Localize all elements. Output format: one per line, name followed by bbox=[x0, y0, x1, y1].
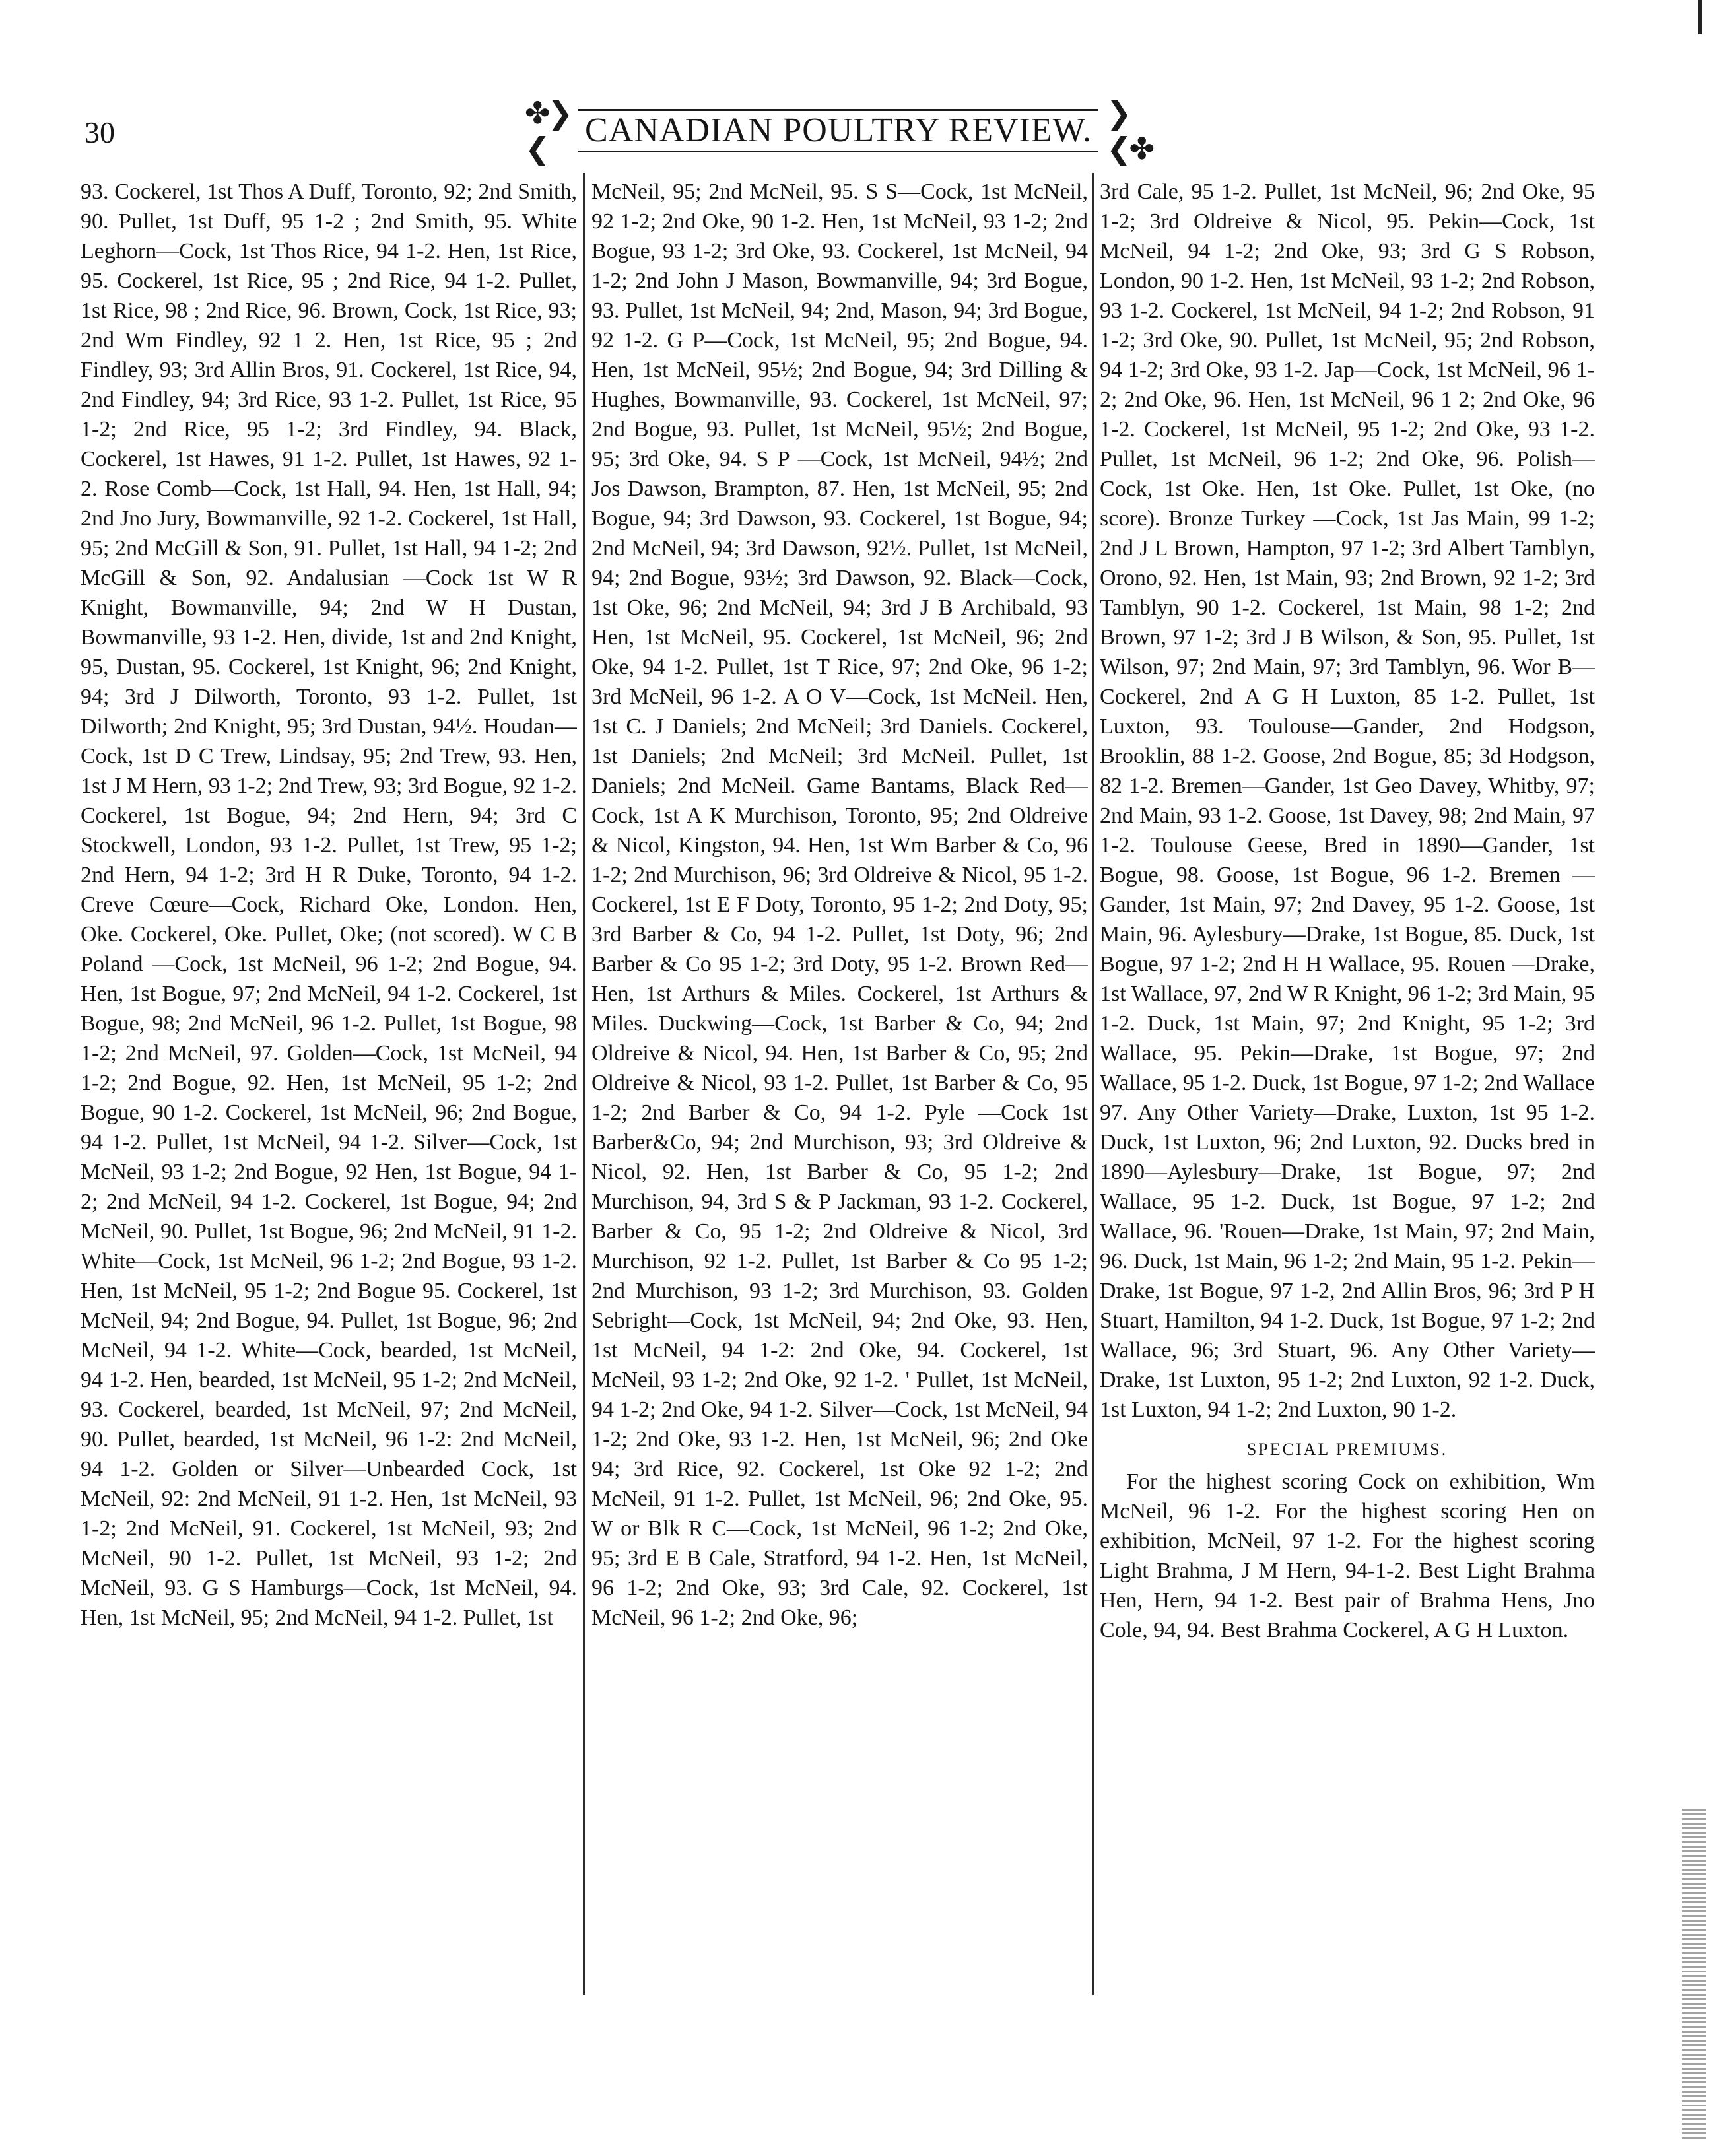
scan-edge-marks bbox=[1679, 0, 1706, 2156]
masthead bbox=[524, 96, 1153, 166]
column-3 bbox=[1100, 177, 1595, 2032]
masthead-title: CANADIAN POULTRY REVIEW. bbox=[578, 109, 1098, 152]
scan-edge-bottom-mark bbox=[1682, 1809, 1706, 2139]
column-1 bbox=[81, 177, 577, 2032]
special-premiums-heading: SPECIAL PREMIUMS. bbox=[1246, 1440, 1448, 1459]
column-3-text: 3rd Cale, 95 1-2. Pullet, 1st McNeil, 96; 2nd Oke, 95 1-2; 3rd Oldreive & Nicol, 95. Pekin—Cock, 1st McNeil, 94 1-2; 2nd Oke, 93; 3rd G S Robson, London, 90 1-2. Hen, 1st McNeil, 93 1-2; 2nd Robson, 93 1-2. Cockerel, 1st McNeil, 94 1-2; 2nd Robson, 91 1-2; 3rd Oke, 90. Pullet, 1st McNeil, 95; 2nd Robson, 94 1-2; 3rd Oke, 93 1-2. Jap—Cock, 1st McNeil, 96 1-2; 2nd Oke, 96. Hen, 1st McNeil, 96 1 2; 2nd Oke, 96 1-2. Cockerel, 1st McNeil, 95 1-2; 2nd Oke, 93 1-2. Pullet, 1st McNeil, 96 1-2; 2nd Oke, 96. Polish—Cock, 1st Oke. Hen, 1st Oke. Pullet, 1st Oke, (no score). Bronze Turkey —Cock, 1st Jas Main, 99 1-2; 2nd J L Brown, Hampton, 97 1-2; 3rd Albert Tamblyn, Orono, 92. Hen, 1st Main, 93; 2nd Brown, 92 1-2; 3rd Tamblyn, 90 1-2. Cockerel, 1st Main, 98 1-2; 2nd Brown, 97 1-2; 3rd J B Wilson, & Son, 95. Pullet, 1st Wilson, 97; 2nd Main, 97; 3rd Tamblyn, 96. Wor B—Cockerel, 2nd A G H Luxton, 85 1-2. Pullet, 1st Luxton, 93. Toulouse—Gander, 2nd Hodgson, Brooklin, 88 1-2. Goose, 2nd Bogue, 85; 3d Hodgson, 82 1-2. Bremen—Gander, 1st Geo Davey, Whitby, 97; 2nd Main, 93 1-2. Goose, 1st Davey, 98; 2nd Main, 97 1-2. Toulouse Geese, Bred in 1890—Gander, 1st Bogue, 98. Goose, 1st Bogue, 96 1-2. Bremen — Gander, 1st Main, 97; 2nd Davey, 95 1-2. Goose, 1st Main, 96. Aylesbury—Drake, 1st Bogue, 85. Duck, 1st Bogue, 97 1-2; 2nd H H Wallace, 95. Rouen —Drake, 1st Wallace, 97, 2nd W R Knight, 96 1-2; 3rd Main, 95 1-2. Duck, 1st Main, 97; 2nd Knight, 95 1-2; 3rd Wallace, 95. Pekin—Drake, 1st Bogue, 97; 2nd Wallace, 95 1-2. Duck, 1st Bogue, 97 1-2; 2nd Wallace 97. Any Other Variety—Drake, Luxton, 1st 95 1-2. Duck, 1st Luxton, 96; 2nd Luxton, 92. Ducks bred in 1890—Aylesbury—Drake, 1st Bogue, 97; 2nd Wallace, 95 1-2. Duck, 1st Bogue, 97 1-2; 2nd Wallace, 96. 'Rouen—Drake, 1st Main, 97; 2nd Main, 96. Duck, 1st Main, 96 1-2; 2nd Main, 95 1-2. Pekin—Drake, 1st Bogue, 97 1-2, 2nd Allin Bros, 96; 3rd P H Stuart, Hamilton, 94 1-2. Duck, 1st Bogue, 97 1-2; 2nd Wallace, 96; 3rd Stuart, 96. Any Other Variety—Drake, 1st Luxton, 95 1-2; 2nd Luxton, 92 1-2. Duck, 1st Luxton, 94 1-2; 2nd Luxton, 90 1-2. bbox=[1100, 180, 1595, 1422]
scan-edge-top-mark bbox=[1698, 0, 1702, 34]
left-ornament-icon: ✤❯❮ bbox=[524, 96, 571, 166]
column-2 bbox=[591, 177, 1088, 2032]
right-ornament-icon: ❯❮✤ bbox=[1106, 96, 1153, 166]
column-divider-1 bbox=[583, 173, 585, 1995]
page-number: 30 bbox=[84, 116, 115, 149]
column-2-text: McNeil, 95; 2nd McNeil, 95. S S—Cock, 1st McNeil, 92 1-2; 2nd Oke, 90 1-2. Hen, 1st McNeil, 93 1-2; 2nd Bogue, 93 1-2; 3rd Oke, 93. Cockerel, 1st McNeil, 94 1-2; 2nd John J Mason, Bowmanville, 94; 3rd Bogue, 93. Pullet, 1st McNeil, 94; 2nd, Mason, 94; 3rd Bogue, 92 1-2. G P—Cock, 1st McNeil, 95; 2nd Bogue, 94. Hen, 1st McNeil, 95½; 2nd Bogue, 94; 3rd Dilling & Hughes, Bowmanville, 93. Cockerel, 1st McNeil, 97; 2nd Bogue, 93. Pullet, 1st McNeil, 95½; 2nd Bogue, 95; 3rd Oke, 94. S P —Cock, 1st McNeil, 94½; 2nd Jos Dawson, Brampton, 87. Hen, 1st McNeil, 95; 2nd Bogue, 94; 3rd Dawson, 93. Cockerel, 1st Bogue, 94; 2nd McNeil, 94; 3rd Dawson, 92½. Pullet, 1st McNeil, 94; 2nd Bogue, 93½; 3rd Dawson, 92. Black—Cock, 1st Oke, 96; 2nd McNeil, 94; 3rd J B Archibald, 93 Hen, 1st McNeil, 95. Cockerel, 1st McNeil, 96; 2nd Oke, 94 1-2. Pullet, 1st T Rice, 97; 2nd Oke, 96 1-2; 3rd McNeil, 96 1-2. A O V—Cock, 1st McNeil. Hen, 1st C. J Daniels; 2nd McNeil; 3rd Daniels. Cockerel, 1st Daniels; 2nd McNeil; 3rd McNeil. Pullet, 1st Daniels; 2nd McNeil. Game Bantams, Black Red—Cock, 1st A K Murchison, Toronto, 95; 2nd Oldreive & Nicol, Kingston, 94. Hen, 1st Wm Barber & Co, 96 1-2; 2nd Murchison, 96; 3rd Oldreive & Nicol, 95 1-2. Cockerel, 1st E F Doty, Toronto, 95 1-2; 2nd Doty, 95; 3rd Barber & Co, 94 1-2. Pullet, 1st Doty, 96; 2nd Barber & Co 95 1-2; 3rd Doty, 95 1-2. Brown Red—Hen, 1st Arthurs & Miles. Cockerel, 1st Arthurs & Miles. Duckwing—Cock, 1st Barber & Co, 94; 2nd Oldreive & Nicol, 94. Hen, 1st Barber & Co, 95; 2nd Oldreive & Nicol, 93 1-2. Pullet, 1st Barber & Co, 95 1-2; 2nd Barber & Co, 94 1-2. Pyle —Cock 1st Barber&Co, 94; 2nd Murchison, 93; 3rd Oldreive & Nicol, 92. Hen, 1st Barber & Co, 95 1-2; 2nd Murchison, 94, 3rd S & P Jackman, 93 1-2. Cockerel, Barber & Co, 95 1-2; 2nd Oldreive & Nicol, 3rd Murchison, 92 1-2. Pullet, 1st Barber & Co 95 1-2; 2nd Murchison, 93 1-2; 3rd Murchison, 93. Golden Sebright—Cock, 1st McNeil, 94; 2nd Oke, 93. Hen, 1st McNeil, 94 1-2: 2nd Oke, 94. Cockerel, 1st McNeil, 93 1-2; 2nd Oke, 92 1-2. ' Pullet, 1st McNeil, 94 1-2; 2nd Oke, 94 1-2. Silver—Cock, 1st McNeil, 94 1-2; 2nd Oke, 93 1-2. Hen, 1st McNeil, 96; 2nd Oke 94; 3rd Rice, 92. Cockerel, 1st Oke 92 1-2; 2nd McNeil, 91 1-2. Pullet, 1st McNeil, 96; 2nd Oke, 95. W or Blk R C—Cock, 1st McNeil, 96 1-2; 2nd Oke, 95; 3rd E B Cale, Stratford, 94 1-2. Hen, 1st McNeil, 96 1-2; 2nd Oke, 93; 3rd Cale, 92. Cockerel, 1st McNeil, 96 1-2; 2nd Oke, 96; bbox=[591, 180, 1088, 1630]
column-divider-2 bbox=[1092, 173, 1094, 1995]
special-premiums-text: For the highest scoring Cock on exhibition, Wm McNeil, 96 1-2. For the highest scoring Hen on exhibition, McNeil, 97 1-2. For the highest scoring Light Brahma, J M Hern, 94-1-2. Best Light Brahma Hen, Hern, 94 1-2. Best pair of Brahma Hens, Jno Cole, 94, 94. Best Brahma Cockerel, A G H Luxton. bbox=[1100, 1469, 1595, 1642]
column-1-text: 93. Cockerel, 1st Thos A Duff, Toronto, 92; 2nd Smith, 90. Pullet, 1st Duff, 95 1-2 ; 2nd Smith, 95. White Leghorn—Cock, 1st Thos Rice, 94 1-2. Hen, 1st Rice, 95. Cockerel, 1st Rice, 95 ; 2nd Rice, 94 1-2. Pullet, 1st Rice, 98 ; 2nd Rice, 96. Brown, Cock, 1st Rice, 93; 2nd Wm Findley, 92 1 2. Hen, 1st Rice, 95 ; 2nd Findley, 93; 3rd Allin Bros, 91. Cockerel, 1st Rice, 94, 2nd Findley, 94; 3rd Rice, 93 1-2. Pullet, 1st Rice, 95 1-2; 2nd Rice, 95 1-2; 3rd Findley, 94. Black, Cockerel, 1st Hawes, 91 1-2. Pullet, 1st Hawes, 92 1-2. Rose Comb—Cock, 1st Hall, 94. Hen, 1st Hall, 94; 2nd Jno Jury, Bowmanville, 92 1-2. Cockerel, 1st Hall, 95; 2nd McGill & Son, 91. Pullet, 1st Hall, 94 1-2; 2nd McGill & Son, 92. Andalusian —Cock 1st W R Knight, Bowmanville, 94; 2nd W H Dustan, Bowmanville, 93 1-2. Hen, divide, 1st and 2nd Knight, 95, Dustan, 95. Cockerel, 1st Knight, 96; 2nd Knight, 94; 3rd J Dilworth, Toronto, 93 1-2. Pullet, 1st Dilworth; 2nd Knight, 95; 3rd Dustan, 94½. Houdan—Cock, 1st D C Trew, Lindsay, 95; 2nd Trew, 93. Hen, 1st J M Hern, 93 1-2; 2nd Trew, 93; 3rd Bogue, 92 1-2. Cockerel, 1st Bogue, 94; 2nd Hern, 94; 3rd C Stockwell, London, 93 1-2. Pullet, 1st Trew, 95 1-2; 2nd Hern, 94 1-2; 3rd H R Duke, Toronto, 94 1-2. Creve Cœure—Cock, Richard Oke, London. Hen, Oke. Cockerel, Oke. Pullet, Oke; (not scored). W C B Poland —Cock, 1st McNeil, 96 1-2; 2nd Bogue, 94. Hen, 1st Bogue, 97; 2nd McNeil, 94 1-2. Cockerel, 1st Bogue, 98; 2nd McNeil, 96 1-2. Pullet, 1st Bogue, 98 1-2; 2nd McNeil, 97. Golden—Cock, 1st McNeil, 94 1-2; 2nd Bogue, 92. Hen, 1st McNeil, 95 1-2; 2nd Bogue, 90 1-2. Cockerel, 1st McNeil, 96; 2nd Bogue, 94 1-2. Pullet, 1st McNeil, 94 1-2. Silver—Cock, 1st McNeil, 93 1-2; 2nd Bogue, 92 Hen, 1st Bogue, 94 1-2; 2nd McNeil, 94 1-2. Cockerel, 1st Bogue, 94; 2nd McNeil, 90. Pullet, 1st Bogue, 96; 2nd McNeil, 91 1-2. White—Cock, 1st McNeil, 96 1-2; 2nd Bogue, 93 1-2. Hen, 1st McNeil, 95 1-2; 2nd Bogue 95. Cockerel, 1st McNeil, 94; 2nd Bogue, 94. Pullet, 1st Bogue, 96; 2nd McNeil, 94 1-2. White—Cock, bearded, 1st McNeil, 94 1-2. Hen, bearded, 1st McNeil, 95 1-2; 2nd McNeil, 93. Cockerel, bearded, 1st McNeil, 97; 2nd McNeil, 90. Pullet, bearded, 1st McNeil, 96 1-2: 2nd McNeil, 94 1-2. Golden or Silver—Unbearded Cock, 1st McNeil, 92: 2nd McNeil, 91 1-2. Hen, 1st McNeil, 93 1-2; 2nd McNeil, 91. Cockerel, 1st McNeil, 93; 2nd McNeil, 90 1-2. Pullet, 1st McNeil, 93 1-2; 2nd McNeil, 93. G S Hamburgs—Cock, 1st McNeil, 94. Hen, 1st McNeil, 95; 2nd McNeil, 94 1-2. Pullet, 1st bbox=[81, 180, 577, 1630]
